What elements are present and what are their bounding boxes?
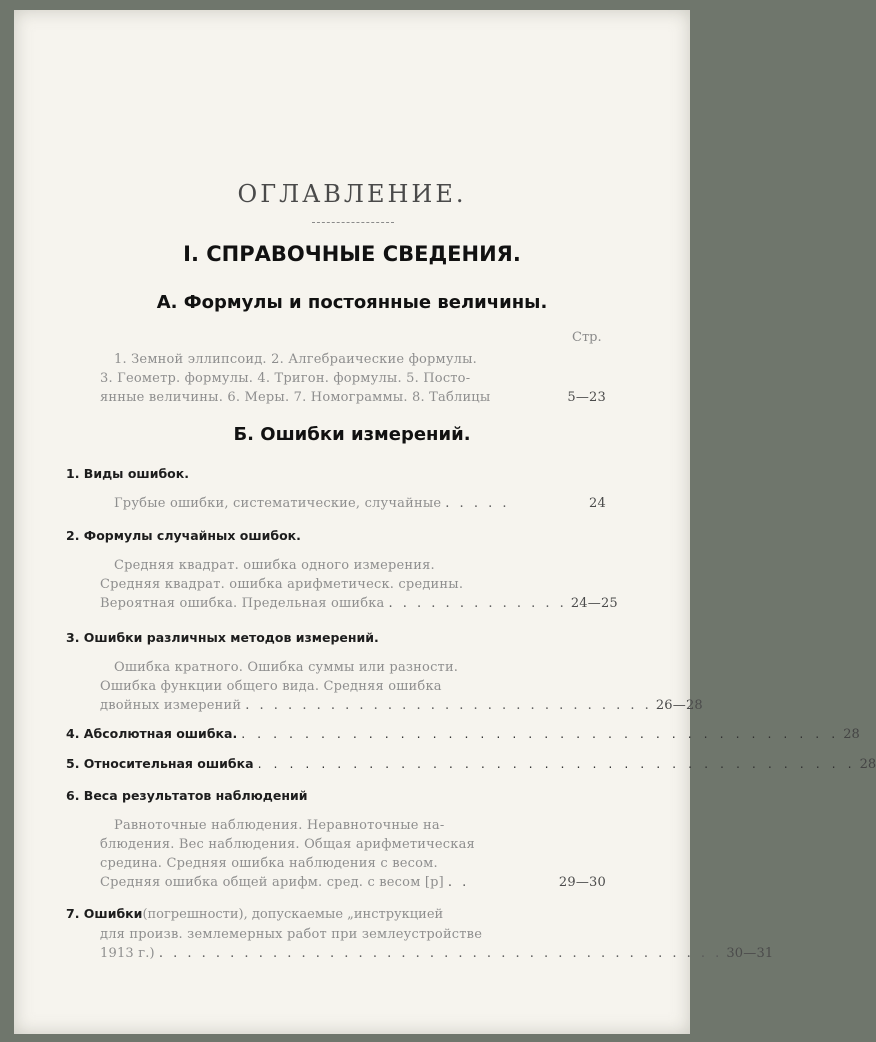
item-heading: 3. Ошибки различных методов измерений. xyxy=(66,630,379,645)
item-entry: Грубые ошибки, систематические, случайные . . . . . 24 xyxy=(114,496,606,511)
section-a-title: А. Формулы и постоянные величины. xyxy=(156,292,548,313)
page-column-label: Стр. xyxy=(572,330,602,345)
contents-title: ОГЛАВЛЕНИЕ. xyxy=(237,180,467,208)
page-number: 24 xyxy=(589,496,606,511)
section-b-title: Б. Ошибки измерений. xyxy=(233,424,471,445)
entry-text: 1. Земной эллипсоид. 2. Алгебраические формулы. xyxy=(114,352,478,367)
item-entry: для произв. землемерных работ при землеустройстве 1913 г.) . . . . . . . . . . . . . . . . . . . . . . . . . . . . . . . . . . . . . . . . 30—31 xyxy=(100,927,774,961)
title-divider xyxy=(312,222,394,223)
item-entry: Ошибка кратного. Ошибка суммы или разности. Ошибка функции общего вида. Средняя ошибка двойных измерений . . . . . . . . . . . . . . . . . . . . . . . . . . . . . 26—28 xyxy=(100,660,703,713)
item-heading: 6. Веса результатов наблюдений xyxy=(66,788,308,803)
section-a-entry xyxy=(100,350,606,407)
page-number: 29—30 xyxy=(558,875,606,890)
item-heading: 4. Абсолютная ошибка. . . . . . . . . . . . . . . . . . . . . . . . . . . . . . . . . . . . . . . 28 xyxy=(66,726,860,742)
item-heading: 7. Ошибки (погрешности), допускаемые „инструкцией xyxy=(66,906,444,922)
entry-text: янные величины. 6. Меры. 7. Номограммы. 8. Таблицы xyxy=(100,390,491,405)
entry-text: 3. Геометр. формулы. 4. Тригон. формулы. 5. Посто- xyxy=(100,371,471,386)
part-title: I. СПРАВОЧНЫЕ СВЕДЕНИЯ. xyxy=(183,242,521,266)
book-page xyxy=(14,10,876,1034)
page-number: 26—28 xyxy=(655,698,703,713)
page-number: 5—23 xyxy=(567,390,606,405)
item-heading: 1. Виды ошибок. xyxy=(66,466,190,481)
page-number: 30—31 xyxy=(726,946,774,961)
item-heading: 5. Относительная ошибка . . . . . . . . . . . . . . . . . . . . . . . . . . . . . . . . . . . . . . 28 xyxy=(66,756,876,772)
page-number: 24—25 xyxy=(570,596,618,611)
page-number: 28 xyxy=(859,757,876,772)
item-entry: Равноточные наблюдения. Неравноточные на- блюдения. Вес наблюдения. Общая арифметическая средина. Средняя ошибка наблюдения с весом. Средняя ошибка общей арифм. сред. с весом [p] . . 29—30 xyxy=(100,818,606,890)
item-heading: 2. Формулы случайных ошибок. xyxy=(66,528,301,543)
item-entry: Средняя квадрат. ошибка одного измерения. Средняя квадрат. ошибка арифметическ. средины. Вероятная ошибка. Предельная ошибка . . . . . . . . . . . . . 24—25 xyxy=(100,558,618,611)
page-number: 28 xyxy=(843,727,860,742)
